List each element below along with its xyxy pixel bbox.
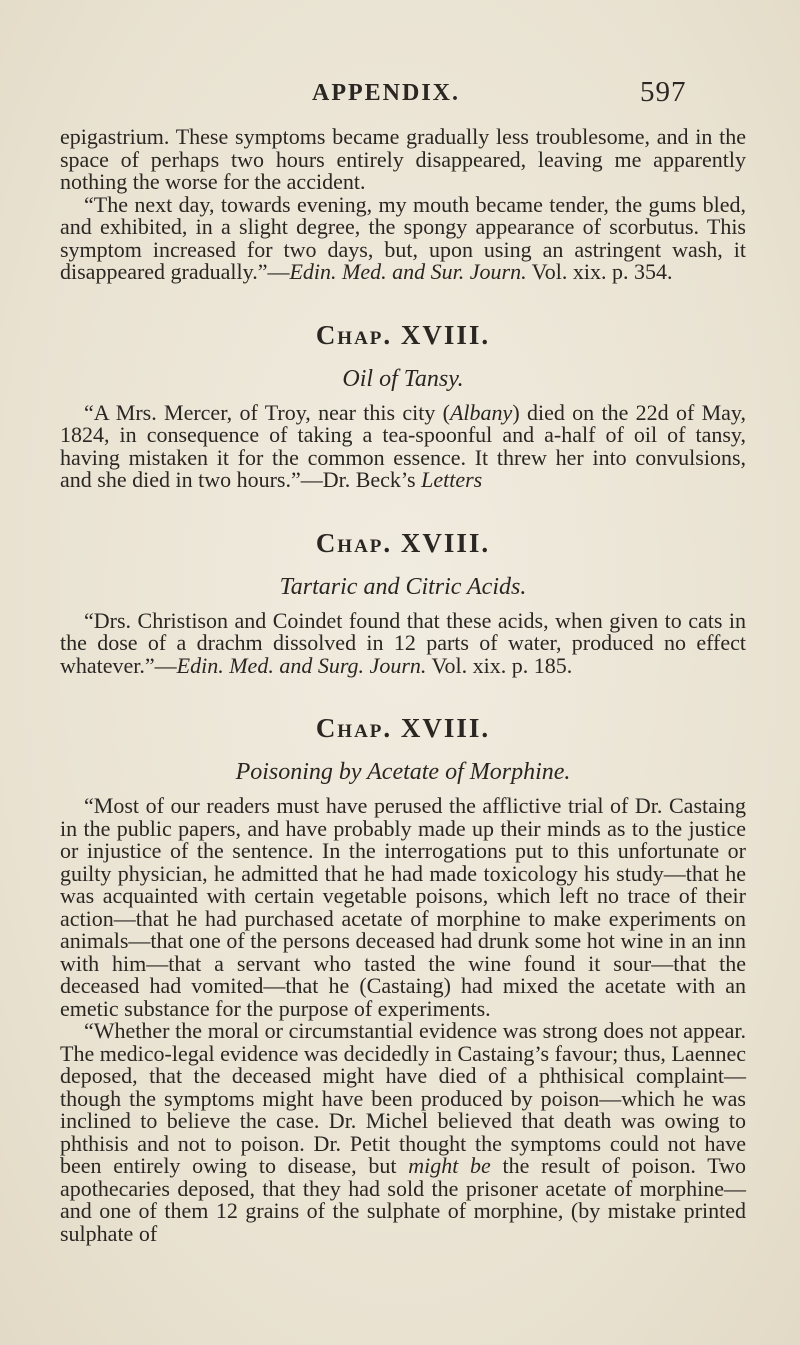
paragraph-epigastrium: epigastrium. These symptoms became gradually less troublesome, and in the space of perhaps two hours entirely disappeared, leaving me apparently nothing the worse for the accident. bbox=[60, 124, 746, 194]
paragraph-christison: “Drs. Christison and Coindet found that these acids, when given to cats in the dose of a drachm dissolved in 12 parts of water, produced no effect whatever.”—Edin. Med. and Surg. Journ. Vol. xix. p. 185. bbox=[60, 607, 746, 678]
page-number: 597 bbox=[640, 76, 687, 108]
paragraph-mercer: “A Mrs. Mercer, of Troy, near this city (Albany) died on the 22d of May, 1824, in consequence of taking a tea-spoonful and a-half of oil of tansy, having mistaken it for the common essence. It threw her into convulsions, and she died in two hours.”—Dr. Beck’s Letters bbox=[60, 399, 746, 492]
chapter-heading-tansy: Chap. XVIII. bbox=[315, 319, 491, 350]
paragraph-medico-legal: “Whether the moral or circumstantial evidence was strong does not appear. The medico-legal evidence was decidedly in Castaing’s favour; thus, Laennec deposed, that the deceased might have died of a phthisical complaint—though the symptoms might have been produced by poison—which he was inclined to believe the case. Dr. Michel believed that death was owing to phthisis and not to poison. Dr. Petit thought the symptoms could not have been entirely owing to disease, but might be the result of poison. Two apothecaries deposed, that they had sold the prisoner acetate of morphine—and one of them 12 grains of the sulphate of morphine, (by mistake printed sulphate of bbox=[60, 1018, 746, 1246]
running-title: APPENDIX. bbox=[312, 80, 460, 106]
citation-journal: Edin. Med. and Sur. Journ. bbox=[289, 259, 527, 284]
citation-journal: Edin. Med. and Surg. Journ. bbox=[176, 652, 427, 678]
section-title-tartaric-citric: Tartaric and Citric Acids. bbox=[279, 573, 527, 600]
section-title-oil-of-tansy: Oil of Tansy. bbox=[342, 365, 464, 392]
paragraph-next-day: “The next day, towards evening, my mouth became tender, the gums bled, and exhibited, in a slight degree, the spongy appearance of scorbutus. This symptom increased for two days, but, upon using an astringent wash, it disappeared gradually.”—Edin. Med. and Sur. Journ. Vol. xix. p. 354. bbox=[60, 191, 746, 284]
chapter-heading-acids: Chap. XVIII. bbox=[315, 527, 491, 558]
chapter-heading-morphine: Chap. XVIII. bbox=[315, 713, 491, 743]
section-title-acetate-of-morphine: Poisoning by Acetate of Morphine. bbox=[235, 759, 571, 785]
running-head bbox=[0, 76, 800, 114]
citation-letters: Letters bbox=[421, 467, 483, 492]
paragraph-castaing-trial: “Most of our readers must have perused the afflictive trial of Dr. Castaing in the public papers, and have probably made up their minds as to the justice or injustice of the sentence. In the interrogations put to this unfortunate or guilty physician, he admitted that he had made toxicology his study—that he was acquainted with certain vegetable poisons, which left no trace of their action—that he had purchased acetate of morphine to make experiments on animals—that one of the persons deceased had drunk some hot wine in an inn with him—that a servant who tasted the wine found it sour—that the deceased had vomited—that he (Castaing) had mixed the acetate with an emetic substance for the purpose of experiments. bbox=[60, 793, 746, 1021]
page-body bbox=[60, 126, 746, 1245]
